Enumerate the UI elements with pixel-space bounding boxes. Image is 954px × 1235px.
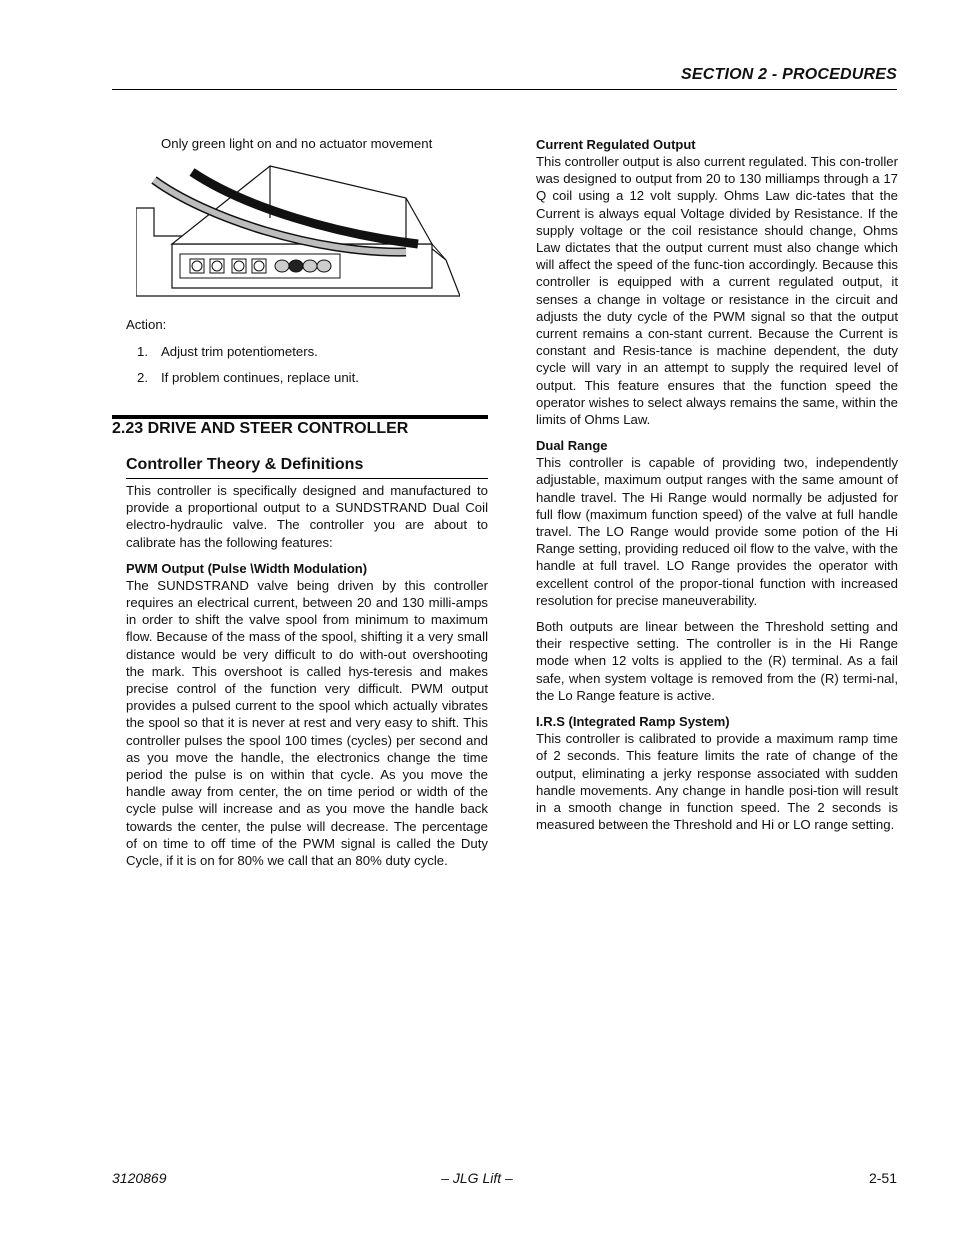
left-column [126,482,488,869]
action-step-2 [137,370,359,385]
subsection-rule [126,478,488,479]
dual-range-heading: Dual Range [536,438,608,454]
section-rule [112,415,488,419]
section-title: 2.23 DRIVE AND STEER CONTROLLER [112,420,409,437]
intro-paragraph: This controller is specifically designed and manufactured to provide a proportional output to a SUNDSTRAND Dual Coil electro-hydraulic valve. The controller you are about to calibrate has the following features: [126,483,488,550]
dual-range-paragraph-2: Both outputs are linear between the Threshold setting and their respective setting. The controller is in the Hi Range mode when 12 volts is applied to the (R) terminal. As a fail safe, when system voltage is removed from the (R) termi-nal, the Lo Range feature is active. [536,619,898,703]
irs-heading: I.R.S (Integrated Ramp System) [536,714,730,730]
step-text: If problem continues, replace unit. [161,370,359,385]
step-number: 2. [137,370,148,385]
step-number: 1. [137,344,148,359]
action-step-1 [137,344,318,359]
figure-caption: Only green light on and no actuator movement [161,136,433,151]
subsection-title: Controller Theory & Definitions [126,456,364,473]
section-header: SECTION 2 - PROCEDURES [681,66,897,83]
footer-brand: – JLG Lift – [441,1170,513,1186]
step-text: Adjust trim potentiometers. [161,344,318,359]
right-column [536,136,898,833]
action-label: Action: [126,317,167,332]
dual-range-paragraph: This controller is capable of providing two, independently adjustable, maximum output ranges with the same amount of handle travel. The Hi Range would normally be adjusted for full flow (maximum function speed) of the valve at full handle travel. The LO Range would provide some potion of the Hi Range setting, providing reduced oil flow to the valve, with the handle at full travel. LO Range provides the operator with excellent control of the propor-tional function with increased resolution for precise maneuverability. [536,455,898,608]
pwm-heading: PWM Output (Pulse \Width Modulation) [126,560,368,576]
current-heading: Current Regulated Output [536,137,696,152]
footer-doc-number: 3120869 [112,1170,167,1186]
header-rule [112,89,897,90]
footer-page-number: 2-51 [868,1170,897,1186]
current-paragraph: This controller output is also current regulated. This con-troller was designed to output from 20 to 130 milliamps through a 17 Q coil using a 12 volt supply. Ohms Law dic-tates that the Current is always equal Voltage divided by Resistance. If the supply voltage or the coil resistance should change, Ohms Law dictates that the output current must also change which will affect the speed of the func-tion accordingly. Because this controller is equipped with a current regulated output, it senses a change in voltage or resistance in the circuit and adjusts the duty cycle of the PWM signal so that the output current remains a con-stant current. Because the Current is constant and Resis-tance is machine dependent, the duty cycle will vary in an attempt to supply the required level of output. This feature ensures that the function speed the operator wishes to select always remains the same, within the limits of Ohms Law. [536,154,898,428]
controller-with-cables-illustration [136,158,460,298]
irs-paragraph: This controller is calibrated to provide a maximum ramp time of 2 seconds. This feature limits the rate of change of the output, eliminating a jerky response associated with sudden handle movements. Any change in handle posi-tion will result in a smooth change in function speed. The 2 seconds is measured between the Threshold and Hi or LO range setting. [536,731,898,833]
pwm-paragraph: The SUNDSTRAND valve being driven by this controller requires an electrical current, between 20 and 130 milli-amps in order to shift the valve spool from minimum to maximum flow. Because of the mass of the spool, shifting it a very small distance would be very difficult to do with-out overshooting the mark. This overshoot is called hys-teresis and makes precise control of the function very difficult. PWM output provides a pulsed current to the spool which actually vibrates the spool so that it is never at rest and very easy to shift. This controller pulses the spool 100 times (cycles) per second and as you move the handle, the electronics change the time period the pulse is on within that cycle. As you move the handle away from center, the on time period or width of the cycle pulse will increase and as you move the handle back towards the center, the pulse will decrease. The percentage of on time to off time of the PWM signal is called the Duty Cycle, if it is on for 80% we call that an 80% duty cycle. [126,577,488,869]
